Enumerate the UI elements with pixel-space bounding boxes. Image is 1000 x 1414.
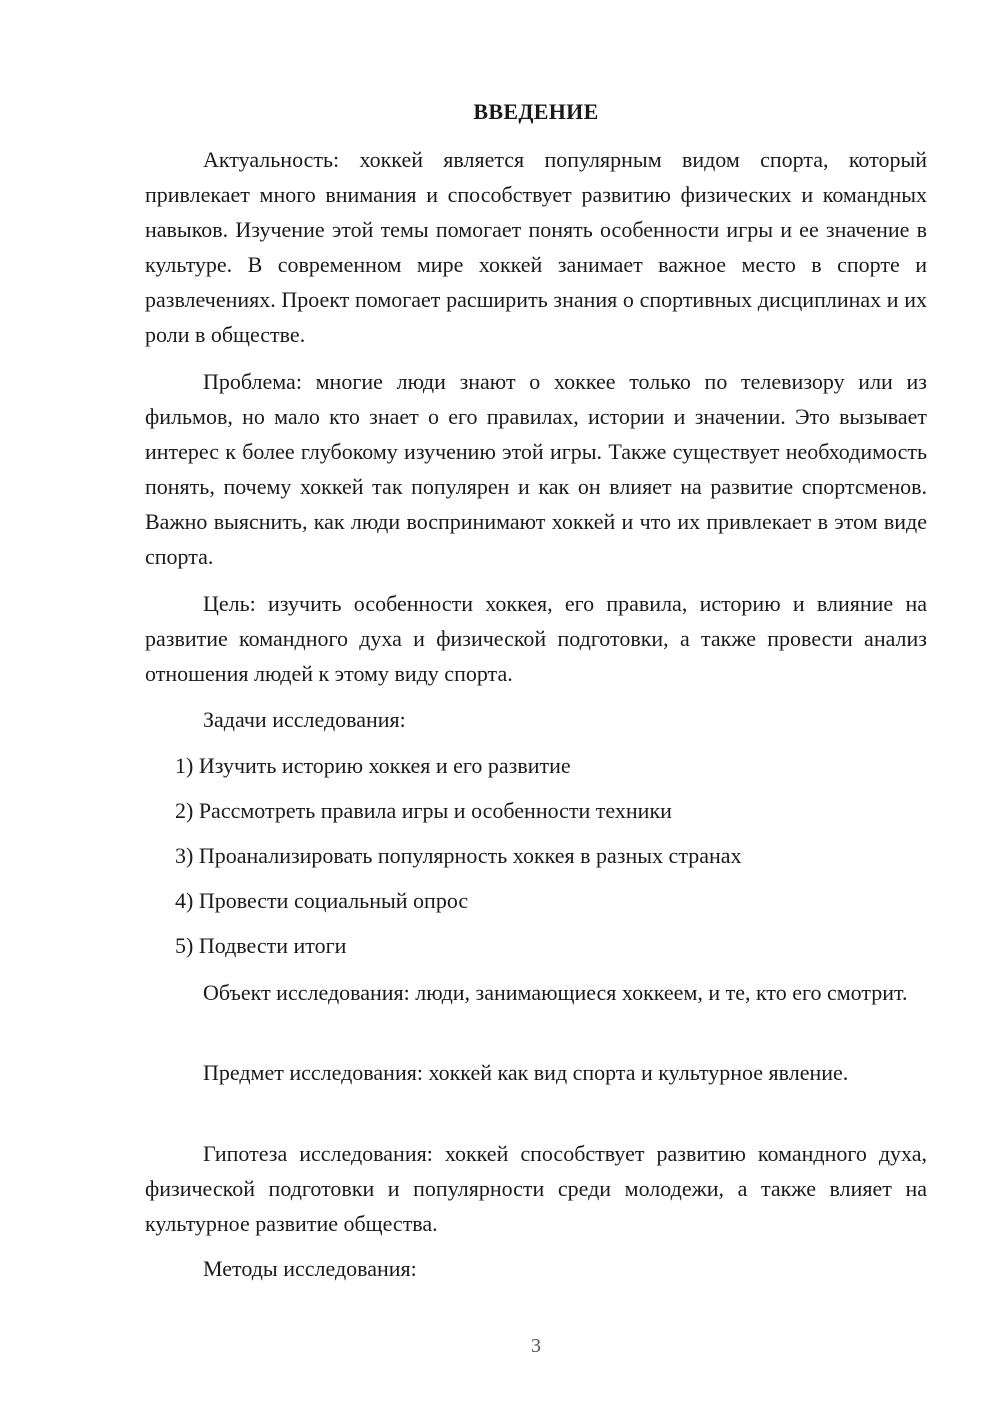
goal-paragraph: Цель: изучить особенности хоккея, его правила, историю и влияние на развитие командного духа и физической подготовки, а также провести анализ отношения людей к этому виду спорта.: [145, 591, 927, 686]
relevance-paragraph: Актуальность: хоккей является популярным видом спорта, который привлекает много внимания и способствует развитию физических и командных навыков. Изучение этой темы помогает понять особенности игры и ее значение в культуре. В современном мире хоккей занимает важное место в спорте и развлечениях. Проект помогает расширить знания о спортивных дисциплинах и их роли в обществе.: [145, 147, 927, 347]
task-item-3: 3) Проанализировать популярность хоккея в разных странах: [175, 843, 742, 868]
task-item-5: 5) Подвести итоги: [175, 933, 347, 958]
tasks-heading: Задачи исследования:: [203, 707, 406, 732]
task-item-4: 4) Провести социальный опрос: [175, 888, 469, 913]
task-item-1: 1) Изучить историю хоккея и его развитие: [175, 753, 571, 778]
object-paragraph: Объект исследования: люди, занимающиеся хоккеем, и те, кто его смотрит.: [203, 980, 908, 1005]
task-item-2: 2) Рассмотреть правила игры и особенности техники: [175, 798, 672, 823]
hypothesis-paragraph: Гипотеза исследования: хоккей способствует развитию командного духа, физической подготовки и популярности среди молодежи, а также влияет на культурное развитие общества.: [145, 1141, 927, 1236]
section-heading: ВВЕДЕНИЕ: [473, 99, 599, 124]
page-number: 3: [531, 1335, 541, 1357]
subject-paragraph: Предмет исследования: хоккей как вид спорта и культурное явление.: [203, 1060, 849, 1085]
methods-heading: Методы исследования:: [203, 1256, 417, 1281]
problem-paragraph: Проблема: многие люди знают о хоккее только по телевизору или из фильмов, но мало кто знает о его правилах, истории и значении. Это вызывает интерес к более глубокому изучению этой игры. Также существует необходимость понять, почему хоккей так популярен и как он влияет на развитие спортсменов. Важно выяснить, как люди воспринимают хоккей и что их привлекает в этом виде спорта.: [145, 369, 927, 569]
